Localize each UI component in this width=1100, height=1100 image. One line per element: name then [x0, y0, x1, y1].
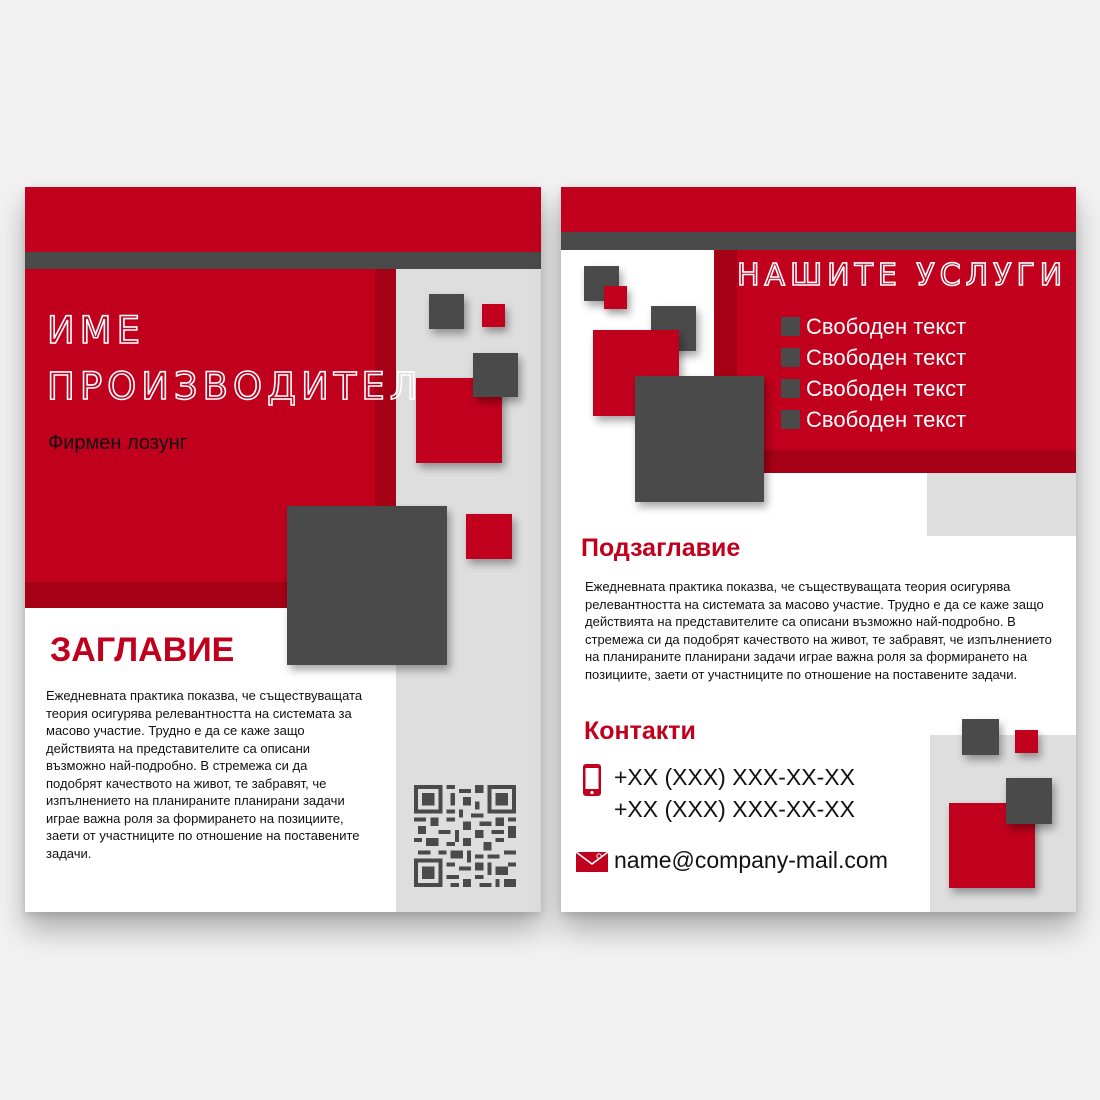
envelope-icon [575, 851, 609, 873]
maker-name-line-1: ИМЕ [47, 309, 145, 352]
square-bullet-icon [781, 410, 800, 429]
square-bullet-icon [781, 379, 800, 398]
front-top-band [25, 187, 541, 252]
service-label: Свободен текст [806, 406, 967, 432]
phone-number-1: +XX (XXX) XXX-XX-XX [614, 764, 855, 790]
back-square-gray-large [635, 376, 764, 502]
services-list [781, 311, 966, 435]
square-bullet-icon [781, 348, 800, 367]
service-item [781, 404, 966, 435]
services-title: НАШИТЕ УСЛУГИ [737, 258, 1068, 293]
service-item [781, 311, 966, 342]
back-subtitle: Подзаглавие [581, 534, 741, 562]
service-item [781, 373, 966, 404]
back-square-gray-corner-medium [1006, 778, 1052, 824]
phone-number-2: +XX (XXX) XXX-XX-XX [614, 796, 855, 822]
service-label: Свободен текст [806, 344, 967, 370]
front-gray-band [25, 252, 541, 269]
service-item [781, 342, 966, 373]
back-gray-band [561, 232, 1076, 250]
front-body-text: Ежедневната практика показва, че съществуващата теория осигурява релевантността на системата за масово участие. Трудно е да се каже защо действията на представителите са описани възможно най-подробно. В стремежа си да подобрят качеството на живот, те забравят, че изпълнението на планираните планирани задачи играе важна роля за формирането на позициите, заети от участниците по отношение на поставените задачи. [46, 688, 363, 861]
back-body-text: Ежедневната практика показва, че съществуващата теория осигурява релевантността на системата за масово участие. Трудно е да се каже защо действията на представителите са описани възможно най-подробно. В стремежа си да подобрят качеството на живот, те забравят, че изпълнението на планираните планирани задачи играе важна роля за формирането на позициите, заети от участниците по отношение на поставените задачи. [585, 579, 1052, 682]
front-square-red-tiny [482, 304, 505, 327]
back-square-gray-corner [962, 719, 999, 755]
front-square-gray-large [287, 506, 447, 665]
service-label: Свободен текст [806, 375, 967, 401]
flyer-front [25, 187, 541, 912]
front-square-gray-medium [473, 353, 518, 397]
qr-code-icon [414, 785, 516, 887]
slogan: Фирмен лозунг [48, 432, 188, 454]
back-square-red-corner [1015, 730, 1038, 753]
front-square-gray-small [429, 294, 464, 329]
front-square-red-small [466, 514, 512, 559]
maker-name-line-2: ПРОИЗВОДИТЕЛ [47, 365, 423, 408]
service-label: Свободен текст [806, 313, 967, 339]
back-light-block-top [927, 473, 1076, 536]
back-square-red-tiny [604, 286, 627, 309]
phone-icon [582, 763, 602, 797]
email-address: name@company-mail.com [614, 847, 888, 873]
square-bullet-icon [781, 317, 800, 336]
flyer-back [561, 187, 1076, 912]
front-title: ЗАГЛАВИЕ [50, 631, 235, 669]
back-top-band [561, 187, 1076, 232]
contacts-title: Контакти [584, 717, 696, 745]
